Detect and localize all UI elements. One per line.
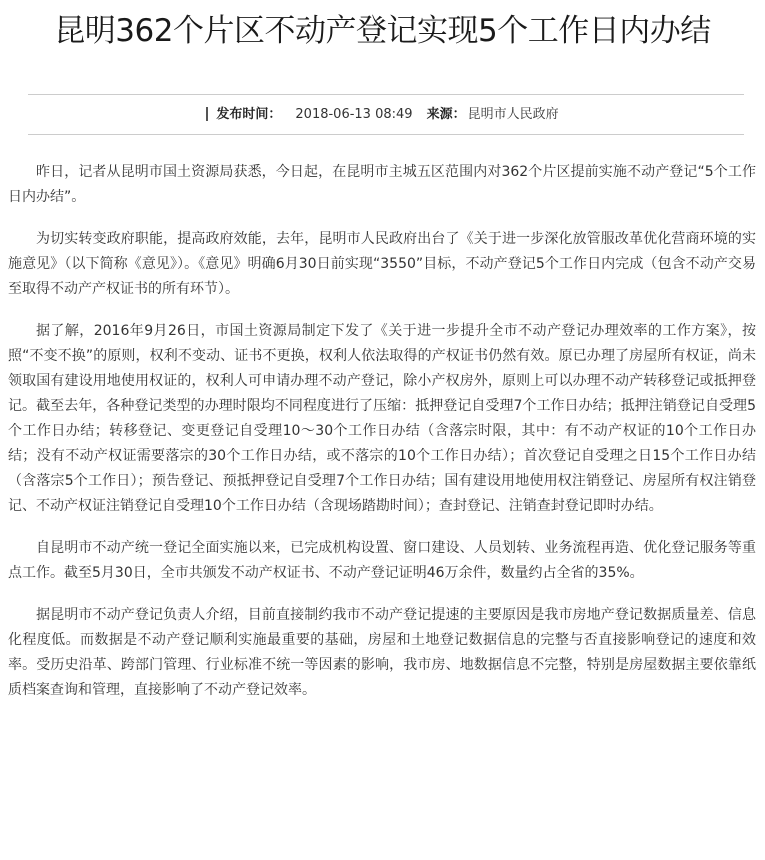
article-paragraph-1: 昨日，记者从昆明市国土资源局获悉，今日起，在昆明市主城五区范围内对362个片区提前实施不动产登记“5个工作日内办结”。 <box>8 164 756 205</box>
source-value: 昆明市人民政府 <box>467 107 559 122</box>
article-paragraph-3: 据了解，2016年9月26日，市国土资源局制定下发了《关于进一步提升全市不动产登记办理效率的工作方案》，按照“不变不换”的原则，权利不变动、证书不更换，权利人依法取得的产权证书仍然有效。原已办理了房屋所有权证，尚未领取国有建设用地使用权证的，权利人可申请办理不动产登记，除小产权房外，原则上可以办理不动产转移登记或抵押登记。截至去年，各种登记类型的办理时限均不同程度进行了压缩：抵押登记自受理7个工作日办结；抵押注销登记自受理5个工作日办结；转移登记、变更登记自受理10～30个工作日办结（含落宗时限，其中：有不动产权证的10个工作日办结；没有不动产权证需要落宗的30个工作日办结，或不落宗的10个工作日办结）；首次登记自受理之日15个工作日办结（含落宗5个工作日）；预告登记、预抵押登记自受理7个工作日办结；国有建设用地使用权注销登记、房屋所有权注销登记、不动产权证注销登记自受理10个工作日办结（含现场踏勘时间）；查封登记、注销查封登记即时办结。 <box>8 323 756 514</box>
meta-divider-top <box>28 94 744 95</box>
article-paragraph-4: 自昆明市不动产统一登记全面实施以来，已完成机构设置、窗口建设、人员划转、业务流程再造、优化登记服务等重点工作。截至5月30日，全市共颁发不动产权证书、不动产登记证明46万余件，数量约占全省的35%。 <box>8 540 756 581</box>
source-label: 来源： <box>426 107 466 122</box>
article-paragraph-2: 为切实转变政府职能，提高政府效能，去年，昆明市人民政府出台了《关于进一步深化放管服改革优化营商环境的实施意见》（以下简称《意见》）。《意见》明确6月30日前实现“3550”目标，不动产登记5个工作日内完成（包含不动产交易至取得不动产产权证书的所有环节）。 <box>8 231 756 297</box>
meta-divider-bottom <box>28 134 744 135</box>
article-body <box>8 160 756 720</box>
publish-time-value: 2018-06-13 08:49 <box>295 107 413 122</box>
article-meta <box>0 100 765 130</box>
article-paragraph-5: 据昆明市不动产登记负责人介绍，目前直接制约我市不动产登记提速的主要原因是我市房地产登记数据质量差、信息化程度低。而数据是不动产登记顺利实施最重要的基础，房屋和土地登记数据信息的完整与否直接影响登记的速度和效率。受历史沿革、跨部门管理、行业标准不统一等因素的影响，我市房、地数据信息不完整，特别是房屋数据主要依靠纸质档案查询和管理，直接影响了不动产登记效率。 <box>8 607 756 698</box>
publish-time-label: 发布时间： <box>216 107 282 122</box>
meta-marker <box>206 107 208 121</box>
article-title: 昆明362个片区不动产登记实现5个工作日内办结 <box>54 13 711 49</box>
